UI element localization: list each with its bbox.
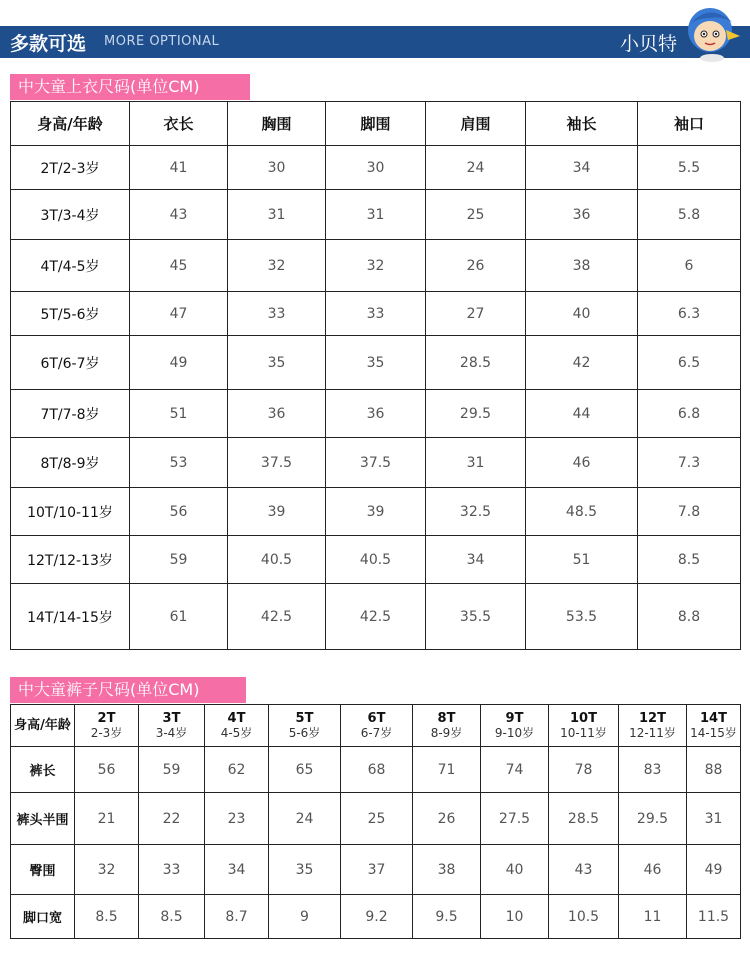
table-cell: 32 [228, 240, 326, 292]
table-cell: 8.7 [205, 895, 269, 939]
table-row [11, 584, 741, 650]
age-label: 6-7岁 [360, 725, 393, 740]
table-cell: 56 [75, 747, 139, 793]
row-header: 臀围 [11, 845, 75, 895]
size-header [139, 705, 205, 747]
table-cell: 32.5 [426, 488, 526, 536]
table-cell: 31 [687, 793, 741, 845]
top-table-title: 中大童上衣尺码(单位CM) [10, 74, 250, 100]
table-cell: 30 [326, 146, 426, 190]
age-label: 12-11岁 [629, 725, 676, 740]
table-cell: 39 [326, 488, 426, 536]
row-header: 12T/12-13岁 [11, 536, 130, 584]
table-cell: 42.5 [228, 584, 326, 650]
table-cell: 40.5 [326, 536, 426, 584]
size-label: 10T [570, 710, 597, 726]
table-cell: 6.8 [638, 390, 741, 438]
table-cell: 9.2 [341, 895, 413, 939]
table-cell: 71 [413, 747, 481, 793]
table-cell: 43 [130, 190, 228, 240]
size-header [549, 705, 619, 747]
age-label: 5-6岁 [288, 725, 321, 740]
row-header: 裤长 [11, 747, 75, 793]
table-cell: 7.3 [638, 438, 741, 488]
table-cell: 31 [326, 190, 426, 240]
table-cell: 9 [269, 895, 341, 939]
row-header: 8T/8-9岁 [11, 438, 130, 488]
table-cell: 46 [619, 845, 687, 895]
table-cell: 38 [526, 240, 638, 292]
table-row [11, 336, 741, 390]
size-header [413, 705, 481, 747]
table-cell: 28.5 [426, 336, 526, 390]
row-header: 4T/4-5岁 [11, 240, 130, 292]
row-header: 14T/14-15岁 [11, 584, 130, 650]
size-label: 6T [367, 710, 386, 726]
size-label: 14T [700, 710, 727, 726]
table-cell: 44 [526, 390, 638, 438]
row-header: 5T/5-6岁 [11, 292, 130, 336]
column-header: 袖口 [638, 102, 741, 146]
table-cell: 8.5 [638, 536, 741, 584]
table-cell: 21 [75, 793, 139, 845]
table-cell: 11 [619, 895, 687, 939]
table-cell: 53.5 [526, 584, 638, 650]
size-label: 8T [437, 710, 456, 726]
table-cell: 27.5 [481, 793, 549, 845]
table-cell: 37.5 [326, 438, 426, 488]
table-cell: 59 [139, 747, 205, 793]
table-cell: 35 [326, 336, 426, 390]
size-header [481, 705, 549, 747]
bottom-size-table [10, 704, 741, 939]
table-cell: 31 [426, 438, 526, 488]
table-cell: 6 [638, 240, 741, 292]
table-cell: 56 [130, 488, 228, 536]
table-cell: 5.8 [638, 190, 741, 240]
age-label: 9-10岁 [494, 725, 535, 740]
table-cell: 83 [619, 747, 687, 793]
table-cell: 9.5 [413, 895, 481, 939]
table-row [11, 747, 741, 793]
column-header: 肩围 [426, 102, 526, 146]
age-label: 2-3岁 [90, 725, 123, 740]
age-label: 10-11岁 [560, 725, 607, 740]
size-header [75, 705, 139, 747]
table-cell: 8.5 [75, 895, 139, 939]
size-label: 5T [295, 710, 314, 726]
size-label: 9T [505, 710, 524, 726]
table-cell: 51 [130, 390, 228, 438]
table-cell: 59 [130, 536, 228, 584]
table-row [11, 190, 741, 240]
table-cell: 6.5 [638, 336, 741, 390]
table-cell: 40 [526, 292, 638, 336]
table-cell: 29.5 [619, 793, 687, 845]
table-cell: 34 [205, 845, 269, 895]
header-title: 多款可选 [10, 33, 87, 55]
table-cell: 24 [269, 793, 341, 845]
column-header: 胸围 [228, 102, 326, 146]
row-header: 10T/10-11岁 [11, 488, 130, 536]
row-header: 裤头半围 [11, 793, 75, 845]
table-cell: 30 [228, 146, 326, 190]
table-cell: 65 [269, 747, 341, 793]
table-cell: 49 [130, 336, 228, 390]
table-cell: 37.5 [228, 438, 326, 488]
size-header [269, 705, 341, 747]
table-row [11, 895, 741, 939]
table-cell: 43 [549, 845, 619, 895]
table-cell: 33 [139, 845, 205, 895]
age-label: 14-15岁 [690, 725, 737, 740]
row-header: 7T/7-8岁 [11, 390, 130, 438]
size-header [205, 705, 269, 747]
table-cell: 35 [269, 845, 341, 895]
table-cell: 88 [687, 747, 741, 793]
table-cell: 24 [426, 146, 526, 190]
table-row [11, 240, 741, 292]
table-cell: 48.5 [526, 488, 638, 536]
bottom-table-title: 中大童裤子尺码(单位CM) [10, 677, 246, 703]
table-cell: 8.5 [139, 895, 205, 939]
table-cell: 32 [326, 240, 426, 292]
table-cell: 42 [526, 336, 638, 390]
table-cell: 34 [526, 146, 638, 190]
age-label: 3-4岁 [155, 725, 188, 740]
table-cell: 33 [228, 292, 326, 336]
table-cell: 34 [426, 536, 526, 584]
table-cell: 62 [205, 747, 269, 793]
table-cell: 10 [481, 895, 549, 939]
table-cell: 45 [130, 240, 228, 292]
table-row [11, 845, 741, 895]
table-cell: 31 [228, 190, 326, 240]
table-cell: 47 [130, 292, 228, 336]
table-cell: 61 [130, 584, 228, 650]
header-banner [0, 26, 750, 58]
table-cell: 40.5 [228, 536, 326, 584]
table-cell: 35 [228, 336, 326, 390]
column-header: 衣长 [130, 102, 228, 146]
row-header: 3T/3-4岁 [11, 190, 130, 240]
table-row [11, 146, 741, 190]
size-header [687, 705, 741, 747]
top-size-table [10, 101, 741, 650]
table-cell: 26 [426, 240, 526, 292]
table-cell: 68 [341, 747, 413, 793]
corner-header: 身高/年龄 [11, 705, 75, 747]
table-cell: 38 [413, 845, 481, 895]
brand-name: 小贝特 [620, 33, 678, 55]
table-cell: 5.5 [638, 146, 741, 190]
age-label: 8-9岁 [430, 725, 463, 740]
row-header: 脚口宽 [11, 895, 75, 939]
table-row [11, 390, 741, 438]
table-cell: 29.5 [426, 390, 526, 438]
table-cell: 11.5 [687, 895, 741, 939]
table-cell: 39 [228, 488, 326, 536]
table-cell: 36 [326, 390, 426, 438]
table-cell: 6.3 [638, 292, 741, 336]
table-cell: 10.5 [549, 895, 619, 939]
table-cell: 49 [687, 845, 741, 895]
table-cell: 33 [326, 292, 426, 336]
row-header: 6T/6-7岁 [11, 336, 130, 390]
size-label: 2T [97, 710, 116, 726]
table-cell: 36 [526, 190, 638, 240]
table-row [11, 793, 741, 845]
row-header: 2T/2-3岁 [11, 146, 130, 190]
table-cell: 46 [526, 438, 638, 488]
table-cell: 53 [130, 438, 228, 488]
size-label: 12T [639, 710, 666, 726]
table-cell: 8.8 [638, 584, 741, 650]
table-row [11, 536, 741, 584]
age-label: 4-5岁 [220, 725, 253, 740]
table-cell: 74 [481, 747, 549, 793]
table-cell: 40 [481, 845, 549, 895]
table-cell: 41 [130, 146, 228, 190]
table-cell: 23 [205, 793, 269, 845]
table-cell: 78 [549, 747, 619, 793]
column-header: 身高/年龄 [11, 102, 130, 146]
table-cell: 51 [526, 536, 638, 584]
header-subtitle: MORE OPTIONAL [104, 34, 220, 49]
table-header-row [11, 102, 741, 146]
table-header-row [11, 705, 741, 747]
table-cell: 42.5 [326, 584, 426, 650]
table-cell: 26 [413, 793, 481, 845]
size-label: 4T [227, 710, 246, 726]
table-row [11, 488, 741, 536]
size-header [619, 705, 687, 747]
table-cell: 35.5 [426, 584, 526, 650]
table-cell: 36 [228, 390, 326, 438]
table-cell: 25 [341, 793, 413, 845]
table-row [11, 292, 741, 336]
table-cell: 25 [426, 190, 526, 240]
table-cell: 22 [139, 793, 205, 845]
table-cell: 37 [341, 845, 413, 895]
table-row [11, 438, 741, 488]
size-header [341, 705, 413, 747]
column-header: 脚围 [326, 102, 426, 146]
table-cell: 32 [75, 845, 139, 895]
table-cell: 28.5 [549, 793, 619, 845]
cartoon-boy-mascot-icon [682, 0, 742, 66]
size-label: 3T [162, 710, 181, 726]
column-header: 袖长 [526, 102, 638, 146]
table-cell: 7.8 [638, 488, 741, 536]
table-cell: 27 [426, 292, 526, 336]
